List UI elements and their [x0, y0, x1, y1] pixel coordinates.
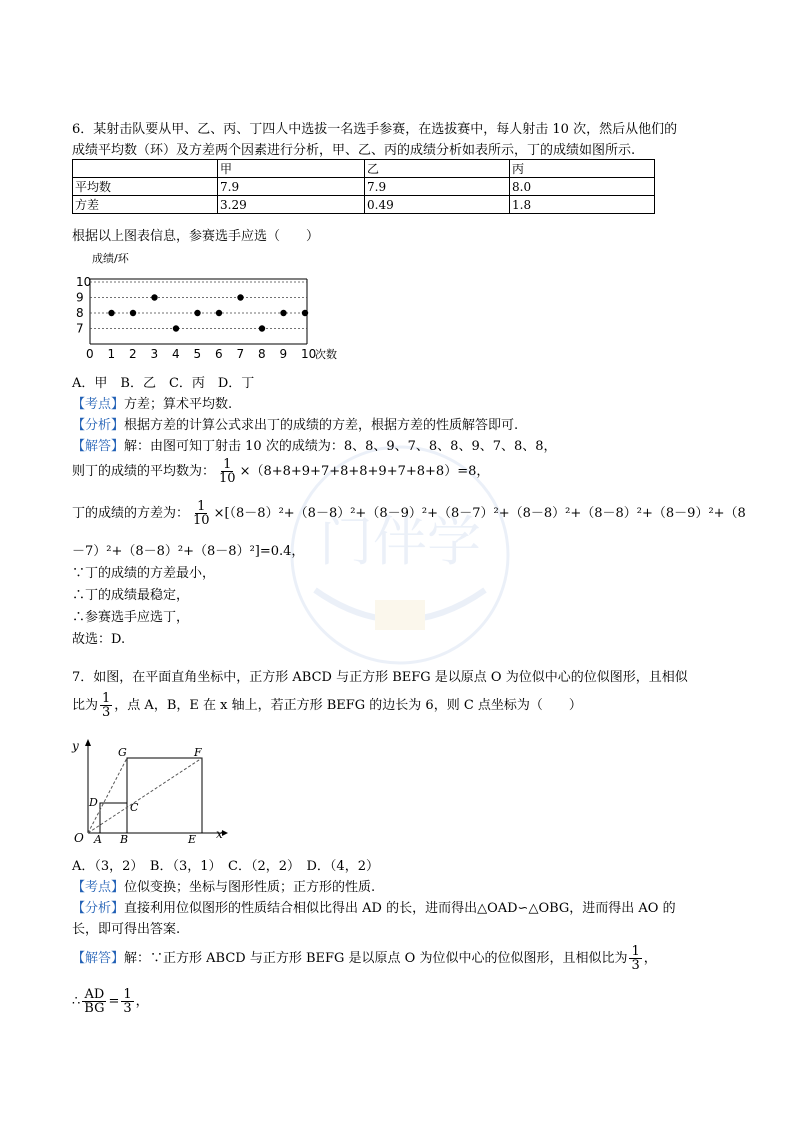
q6-table — [72, 159, 655, 214]
x-tick-label: 1 — [107, 347, 116, 361]
table-row — [73, 196, 655, 214]
y-axis-label: 成绩/环 — [92, 252, 129, 265]
data-point — [302, 310, 308, 316]
x-tick-label: 4 — [172, 347, 180, 361]
label-d: D — [89, 796, 98, 809]
jieda-end: ， — [643, 951, 657, 966]
data-point — [173, 325, 179, 331]
q7-kaodian — [72, 876, 375, 895]
mean-prefix: 则丁的成绩的平均数为： — [72, 464, 216, 479]
table-cell: 平均数 — [73, 178, 218, 196]
frac-den: BG — [84, 1001, 105, 1016]
label-o: O — [74, 831, 84, 843]
table-cell: 1.8 — [510, 196, 655, 214]
fraction — [121, 988, 133, 1015]
table-cell: 7.9 — [365, 178, 510, 196]
frac-den: 10 — [219, 471, 236, 486]
ratio-prefix: ∴ — [72, 994, 81, 1009]
watermark-text: 门伴学 — [319, 510, 481, 573]
q6-kaodian — [72, 393, 232, 412]
x-axis-arrow — [222, 830, 228, 836]
table-cell: 7.9 — [218, 178, 365, 196]
jieda-tag: 【解答】 — [72, 951, 125, 966]
q7-fenxi-2: 长，即可得出答案. — [72, 922, 181, 937]
fraction — [629, 945, 641, 972]
data-point — [151, 294, 157, 300]
label-b: B — [120, 833, 129, 843]
frac-den: 3 — [631, 958, 640, 973]
fraction — [217, 458, 238, 485]
mean-rest: ×（8+8+9+7+8+8+9+7+8+8）=8， — [239, 464, 490, 479]
q6-prompt: 根据以上图表信息，参赛选手应选（ ） — [72, 229, 320, 244]
table-row — [73, 160, 655, 178]
q7-jieda — [72, 945, 657, 972]
fraction — [191, 500, 212, 527]
y-tick-label: 10 — [76, 275, 92, 289]
x-tick-label: 5 — [193, 347, 202, 361]
label-e: E — [188, 833, 197, 843]
kaodian-tag: 【考点】 — [72, 880, 125, 895]
q7-options: A．（3，2） B．（3，1） C．（2，2） D．（4，2） — [72, 859, 379, 874]
frac-num: 1 — [123, 987, 132, 1002]
var-rest: ×[（8－8）²+（8－8）²+（8－9）²+（8－7）²+（8－8）²+（8－8）²+（8－9）²+（8 — [213, 506, 746, 521]
label-y: y — [72, 739, 79, 753]
q6-conclusion-3: ∴参赛选手应选丁， — [72, 610, 190, 625]
q6-var-line — [72, 500, 746, 527]
data-point — [259, 325, 265, 331]
frac-num: 1 — [102, 691, 111, 706]
x-tick-label: 3 — [150, 347, 159, 361]
frac-num: 1 — [197, 499, 206, 514]
score-chart — [70, 252, 360, 364]
table-cell: 3.29 — [218, 196, 365, 214]
y-tick-label: 7 — [76, 321, 84, 336]
q6-jieda — [72, 435, 557, 454]
jieda-text: 解：∵正方形 ABCD 与正方形 BEFG 是以原点 O 为位似中心的位似图形，且相似比为 — [124, 951, 628, 966]
table-cell: 甲 — [218, 160, 365, 178]
x-tick-label: 10 — [301, 347, 317, 361]
y-axis-arrow — [85, 739, 91, 746]
x-tick-label: 0 — [86, 347, 94, 361]
q6-mean-line — [72, 458, 489, 485]
fraction — [82, 988, 106, 1015]
q7-line2 — [72, 692, 582, 719]
table-cell: 丙 — [510, 160, 655, 178]
fenxi-tag: 【分析】 — [72, 418, 125, 433]
q6-line2: 成绩平均数（环）及方差两个因素进行分析，甲、乙、丙的成绩分析如表所示，丁的成绩如图所示. — [72, 143, 636, 158]
q6-options: A．甲 B．乙 C．丙 D．丁 — [72, 376, 255, 391]
q6-var-line2: －7）²+（8－8）²+（8－8）²]=0.4， — [72, 544, 305, 559]
q6-conclusion-2: ∴丁的成绩最稳定， — [72, 588, 190, 603]
q7-line1: 7．如图，在平面直角坐标中，正方形 ABCD 与正方形 BEFG 是以原点 O 为位似中心的位似图形，且相似 — [72, 670, 688, 685]
x-tick-label: 7 — [236, 347, 245, 361]
square-abcd — [100, 803, 127, 833]
table-cell — [73, 160, 218, 178]
x-tick-label: 8 — [258, 347, 266, 361]
square-befg — [127, 758, 202, 833]
fraction — [100, 692, 112, 719]
kaodian-text: 方差；算术平均数. — [124, 397, 233, 412]
frac-num: AD — [84, 987, 105, 1002]
label-f: F — [194, 746, 202, 759]
square-figure — [70, 738, 230, 843]
data-point — [108, 310, 114, 316]
fenxi-text: 直接利用位似图形的性质结合相似比得出 AD 的长，进而得出△OAD∽△OBG，进而得出 AO 的 — [124, 901, 676, 916]
q6-answer: 故选：D. — [72, 632, 126, 647]
label-c: C — [130, 801, 139, 814]
table-cell: 8.0 — [510, 178, 655, 196]
kaodian-tag: 【考点】 — [72, 397, 125, 412]
frac-num: 1 — [223, 457, 232, 472]
fenxi-text: 根据方差的计算公式求出丁的成绩的方差，根据方差的性质解答即可. — [124, 418, 519, 433]
q7-line2-post: ，点 A，B，E 在 x 轴上，若正方形 BEFG 的边长为 6，则 C 点坐标为（ ） — [114, 698, 582, 713]
q6-line1: 6．某射击队要从甲、乙、丙、丁四人中选拔一名选手参赛，在选拔赛中，每人射击 10 次，然后从他们的 — [72, 122, 678, 137]
data-point — [237, 294, 243, 300]
frac-den: 10 — [193, 513, 210, 528]
q7-ratio — [72, 988, 149, 1015]
table-cell: 方差 — [73, 196, 218, 214]
data-point — [216, 310, 222, 316]
kaodian-text: 位似变换；坐标与图形性质；正方形的性质. — [124, 880, 376, 895]
data-point — [194, 310, 200, 316]
x-axis-label: 次数 — [315, 348, 337, 361]
frac-num: 1 — [631, 944, 640, 959]
label-g: G — [118, 746, 127, 759]
table-cell: 乙 — [365, 160, 510, 178]
q6-fenxi — [72, 414, 518, 433]
x-tick-label: 6 — [215, 347, 223, 361]
ratio-eq: = — [108, 994, 120, 1009]
jieda-text: 解：由图可知丁射击 10 次的成绩为：8、8、9、7、8、8、9、7、8、8， — [124, 439, 557, 454]
table-row — [73, 178, 655, 196]
var-prefix: 丁的成绩的方差为： — [72, 506, 190, 521]
line-of — [88, 758, 202, 833]
label-x: x — [216, 827, 223, 841]
y-tick-label: 8 — [76, 306, 84, 320]
frac-den: 3 — [102, 705, 111, 720]
data-point — [280, 310, 286, 316]
table-cell: 0.49 — [365, 196, 510, 214]
x-tick-label: 2 — [129, 347, 137, 361]
fenxi-tag: 【分析】 — [72, 901, 125, 916]
ratio-end: ， — [135, 994, 149, 1009]
label-a: A — [94, 833, 102, 843]
q7-fenxi — [72, 897, 676, 916]
jieda-tag: 【解答】 — [72, 439, 125, 454]
y-tick-label: 9 — [76, 290, 84, 305]
data-point — [130, 310, 136, 316]
q6-conclusion-1: ∵丁的成绩的方差最小， — [72, 566, 216, 581]
x-tick-label: 9 — [279, 347, 288, 361]
q7-line2-pre: 比为 — [72, 698, 99, 713]
frac-den: 3 — [123, 1001, 132, 1016]
